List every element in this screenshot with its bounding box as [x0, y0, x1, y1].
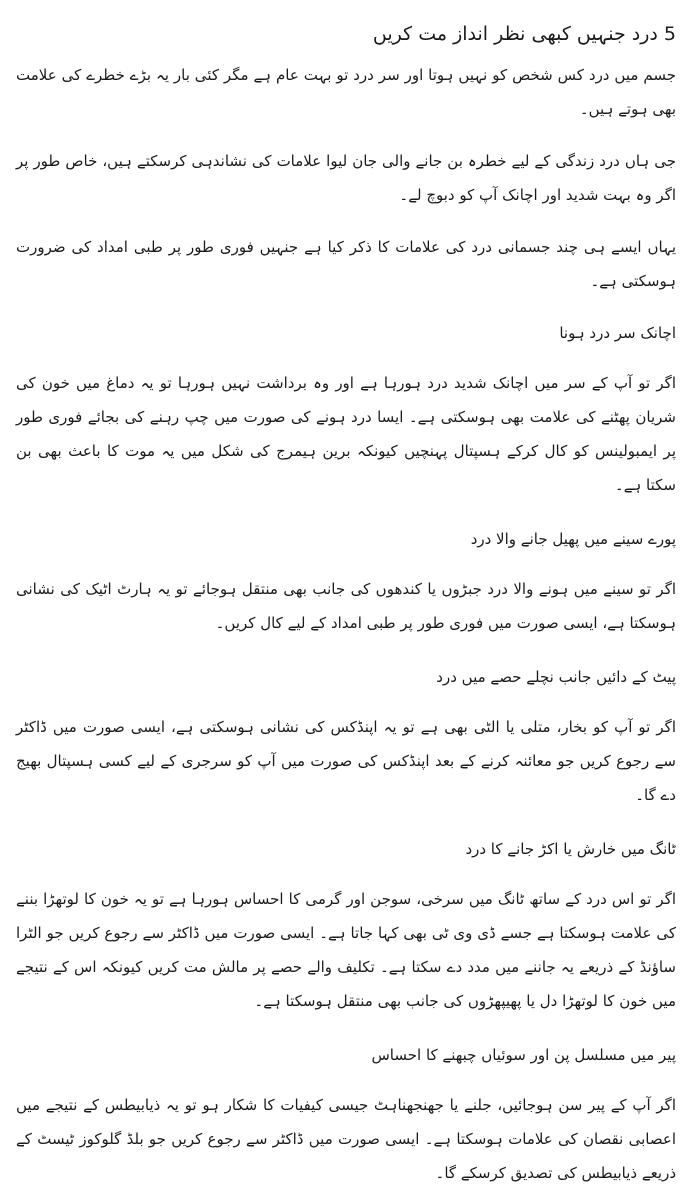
section-body: اگر آپ کے پیر سن ہوجائیں، جلنے یا جھنجھناہٹ جیسی کیفیات کا شکار ہو تو یہ ذیابیطس کے نتیجے میں اعصابی نقصان کی علامات ہوسکتا ہے۔ ایسی صورت میں ڈاکٹر سے رجوع کریں جو بلڈ گلوکوز ٹیسٹ کے ذریعے ذیابیطس کی تصدیق کرسکے گا۔: [16, 1096, 676, 1182]
section-heading: پورے سینے میں پھیل جانے والا درد: [470, 530, 676, 548]
section-sudden-headache: [16, 316, 676, 502]
section-heading: پیر میں مسلسل پن اور سوئیاں چبھنے کا احساس: [371, 1046, 676, 1064]
section-body: اگر تو اس درد کے ساتھ ٹانگ میں سرخی، سوجن اور گرمی کا احساس ہورہا ہے تو یہ خون کا لوتھڑا بننے کی علامت ہوسکتا ہے جسے ڈی وی ٹی بھی کہا جاتا ہے۔ ایسی صورت میں ڈاکٹر سے رجوع کریں جو الٹرا ساﺅنڈ کے ذریعے یہ جاننے میں مدد دے سکتا ہے۔ تکلیف والے حصے پر مالش مت کریں کیونکہ اس کے نتیجے میں خون کا لوتھڑا دل یا پھیپھڑوں کی جانب بھی منتقل ہوسکتا ہے۔: [16, 890, 676, 1010]
intro-paragraph-1: جسم میں درد کس شخص کو نہیں ہوتا اور سر درد تو بہت عام ہے مگر کئی بار یہ بڑے خطرے کی علامت بھی ہوتے ہیں۔: [16, 66, 676, 118]
article-title: 5 درد جنہیں کبھی نظر انداز مت کریں: [372, 23, 676, 45]
section-body: اگر تو آپ کو بخار، متلی یا الٹی بھی ہے تو یہ اپنڈکس کی نشانی ہوسکتی ہے، ایسی صورت میں ڈاکٹر سے رجوع کریں جو معائنہ کرنے کے بعد اپنڈکس کی صورت میں آپ کو سرجری کے لیے کسی ہسپتال بھیج دے گا۔: [16, 718, 676, 804]
section-heading: ٹانگ میں خارش یا اکڑ جانے کا درد: [465, 840, 676, 858]
section-chest-pain: [16, 522, 676, 640]
section-body: اگر تو آپ کے سر میں اچانک شدید درد ہورہا ہے اور وہ برداشت نہیں ہورہا تو یہ دماغ میں خون کی شریان پھٹنے کی علامت بھی ہوسکتی ہے۔ ایسا درد ہونے کی صورت میں چپ رہنے کی بجائے فوری طور پر ایمبولینس کو کال کرکے ہسپتال پہنچیں کیونکہ برین ہیمرج کی شکل میں یہ موت کا باعث بھی بن سکتا ہے۔: [16, 374, 676, 494]
section-leg-pain: [16, 832, 676, 1018]
section-foot-tingling: [16, 1038, 676, 1190]
intro-paragraph-3: یہاں ایسے ہی چند جسمانی درد کی علامات کا ذکر کیا ہے جنہیں فوری طور پر طبی امداد کی ضرورت ہوسکتی ہے۔: [16, 238, 676, 290]
intro-paragraph-2: جی ہاں درد زندگی کے لیے خطرہ بن جانے والی جان لیوا علامات کی نشاندہی کرسکتے ہیں، خاص طور پر اگر وہ بہت شدید اور اچانک آپ کو دبوچ لے۔: [16, 152, 676, 204]
section-heading: اچانک سر درد ہونا: [559, 324, 676, 342]
section-heading: پیٹ کے دائیں جانب نچلے حصے میں درد: [436, 668, 676, 686]
section-lower-right-abdomen-pain: [16, 660, 676, 812]
section-body: اگر تو سینے میں ہونے والا درد جبڑوں یا کندھوں کی جانب بھی منتقل ہوجائے تو یہ ہارٹ اٹیک کی نشانی ہوسکتا ہے، ایسی صورت میں فوری طور پر طبی امداد کے لیے کال کریں۔: [16, 580, 676, 632]
